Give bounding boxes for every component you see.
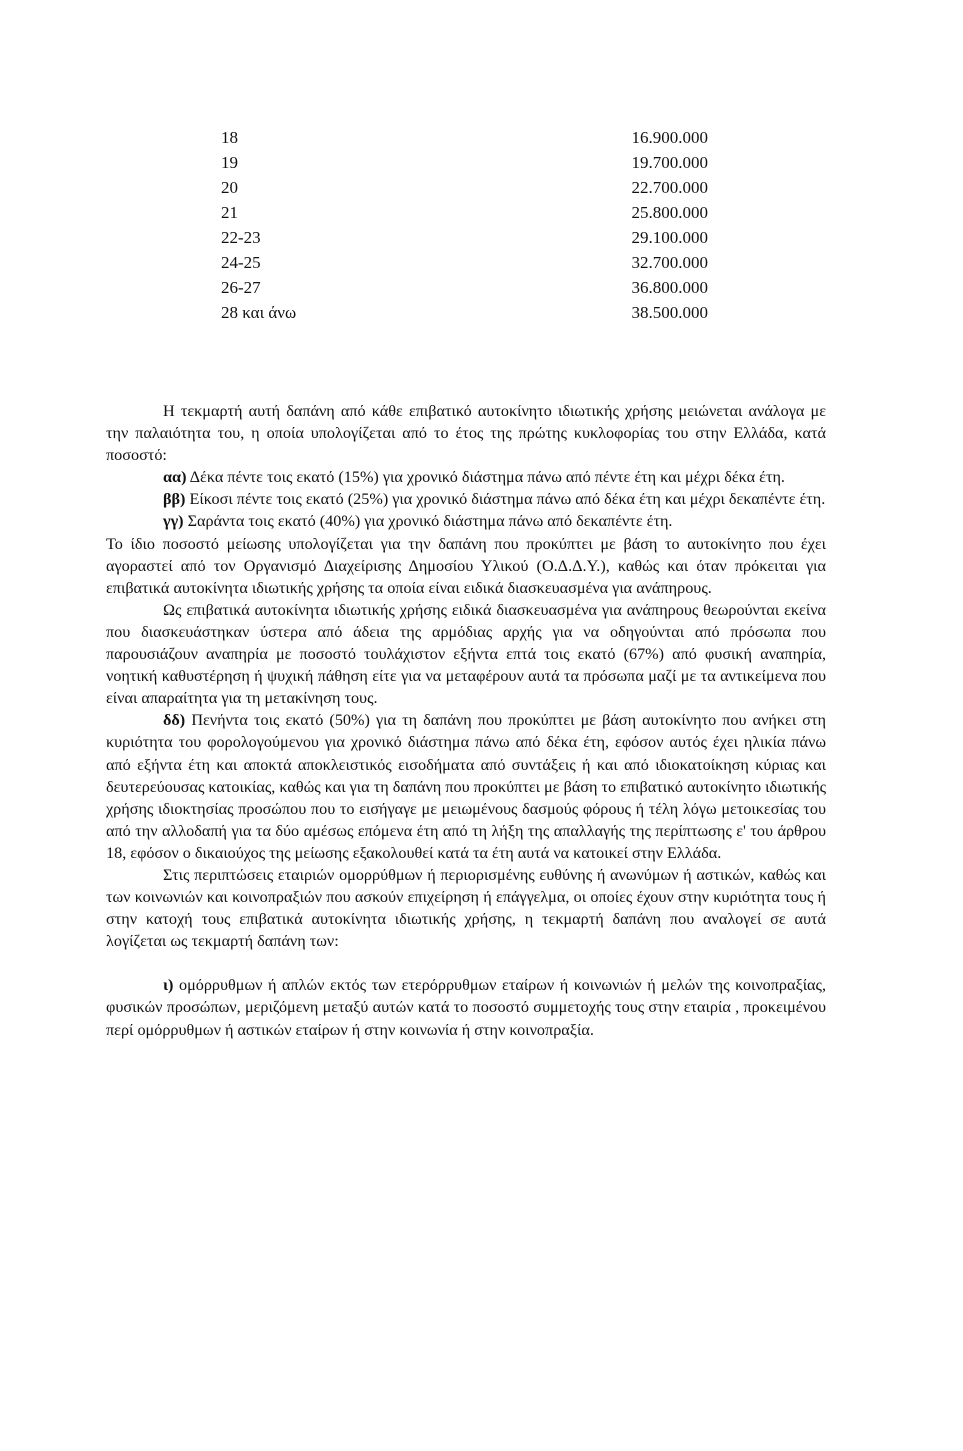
item-aa-text: Δέκα πέντε τοις εκατό (15%) για χρονικό διάστημα πάνω από πέντε έτη και μέχρι δέκα έτη. xyxy=(189,468,785,487)
row-label: 21 xyxy=(221,203,238,222)
table-row xyxy=(221,125,721,150)
row-value: 36.800.000 xyxy=(631,278,708,297)
item-gg-text: Σαράντα τοις εκατό (40%) για χρονικό διάστημα πάνω από δεκαπέντε έτη. xyxy=(187,512,673,531)
amount-table xyxy=(221,125,721,325)
row-label: 18 xyxy=(221,128,238,147)
table-row xyxy=(221,175,721,200)
row-value: 32.700.000 xyxy=(631,253,708,272)
table-row xyxy=(221,150,721,175)
item-i-text: ομόρρυθμων ή απλών εκτός των ετερόρρυθμων εταίρων ή κοινωνιών ή μελών της κοινοπραξίας, φυσικών προσώπων, μεριζόμενη μεταξύ αυτών κατά το ποσοστό συμμετοχής τους στην εταιρία , προκειμένου περί ομόρρυθμων ή αστικών εταίρων ή στην κοινωνία ή στην κοινοπραξία. xyxy=(106,976,826,1039)
item-gg-marker: γγ) xyxy=(163,512,184,531)
table-row xyxy=(221,250,721,275)
item-gg-paragraph xyxy=(106,510,826,532)
table-row xyxy=(221,275,721,300)
row-value: 29.100.000 xyxy=(631,228,708,247)
item-i-marker: ι) xyxy=(163,976,174,995)
table-row xyxy=(221,300,721,325)
item-bb-text: Είκοσι πέντε τοις εκατό (25%) για χρονικό διάστημα πάνω από δέκα έτη και μέχρι δεκαπέντε έτη. xyxy=(189,490,826,509)
row-label: 19 xyxy=(221,153,238,172)
row-value: 25.800.000 xyxy=(631,203,708,222)
row-value: 16.900.000 xyxy=(631,128,708,147)
intro-paragraph: Η τεκμαρτή αυτή δαπάνη από κάθε επιβατικό αυτοκίνητο ιδιωτικής χρήσης μειώνεται ανάλογα με την παλαιότητα του, η οποία υπολογίζεται από το έτος της πρώτης κυκλοφορίας του στην Ελλάδα, κατά ποσοστό: xyxy=(106,402,826,465)
row-value: 22.700.000 xyxy=(631,178,708,197)
body-text xyxy=(106,400,826,1041)
odady-paragraph: Το ίδιο ποσοστό μείωσης υπολογίζεται για την δαπάνη που προκύπτει με βάση το αυτοκίνητο που έχει αγοραστεί από τον Οργανισμό Διαχείρισης Δημοσίου Υλικού (Ο.Δ.Δ.Υ.), καθώς και όταν πρόκειται για επιβατικά αυτοκίνητα ιδιωτικής χρήσης τα οποία είναι ειδικά διασκευασμένα για ανάπηρους. xyxy=(106,534,826,597)
companies-paragraph: Στις περιπτώσεις εταιριών ομορρύθμων ή περιορισμένης ευθύνης ή ανωνύμων ή αστικών, καθώς και των κοινωνιών και κοινοπραξιών που ασκούν επιχείρηση ή επάγγελμα, οι οποίες έχουν στην κυριότητα τους ή στην κατοχή τους επιβατικά αυτοκίνητα ιδιωτικής χρήσης, η τεκμαρτή δαπάνη που αναλογεί σε αυτά λογίζεται ως τεκμαρτή δαπάνη των: xyxy=(106,865,826,951)
row-label: 20 xyxy=(221,178,238,197)
table-row xyxy=(221,200,721,225)
row-label: 22-23 xyxy=(221,228,261,247)
item-dd-text: Πενήντα τοις εκατό (50%) για τη δαπάνη που προκύπτει με βάση αυτοκίνητο που ανήκει στη κυριότητα του φορολογούμενου για χρονικό διάστημα πάνω από δέκα έτη, εφόσον αυτός έχει ηλικία πάνω από εξήντα έτη και αποκτά αποκλειστικός εισοδήματα από συντάξεις ή και από ιδιοκατοίκηση κύριας και δευτερεύουσας κατοικίας, καθώς και για τη δαπάνη που προκύπτει με βάση το επιβατικό αυτοκίνητο ιδιωτικής χρήσης ιδιοκτησίας προσώπου που το εισήγαγε με μειωμένους δασμούς φόρους ή τέλη λόγω μετοικεσίας του από την αλλοδαπή για τα δύο αμέσως επόμενα έτη από τη λήξη της απαλλαγής της περίπτωσης ε' του άρθρου 18, εφόσον ο δικαιούχος της μείωσης εξακολουθεί κατά τα έτη αυτά να κατοικεί στην Ελλάδα. xyxy=(106,711,827,862)
item-aa-marker: αα) xyxy=(163,468,187,487)
disabled-paragraph: Ως επιβατικά αυτοκίνητα ιδιωτικής χρήσης ειδικά διασκευασμένα για ανάπηρους θεωρούνται εκείνα που διασκευάστηκαν ύστερα από άδεια της αρμόδιας αρχής για να οδηγούνται από πρόσωπα που παρουσιάζουν αναπηρία με ποσοστό τουλάχιστον εξήντα επτά τοις εκατό (67%) από φυσική αναπηρία, νοητική καθυστέρηση ή ψυχική πάθηση είτε για να μεταφέρουν αυτά τα πρόσωπα μαζί με τα αντικείμενα που είναι απαραίτητα για τη μετακίνηση τους. xyxy=(106,600,826,708)
row-label: 28 και άνω xyxy=(221,303,297,322)
row-label: 24-25 xyxy=(221,253,261,272)
item-dd-paragraph xyxy=(106,709,826,864)
item-aa-paragraph xyxy=(106,466,826,488)
row-value: 38.500.000 xyxy=(631,303,708,322)
paragraph-gap xyxy=(106,952,826,974)
row-value: 19.700.000 xyxy=(631,153,708,172)
item-dd-marker: δδ) xyxy=(163,711,186,730)
item-i-paragraph xyxy=(106,974,826,1040)
table-row xyxy=(221,225,721,250)
item-bb-paragraph xyxy=(106,488,826,510)
row-label: 26-27 xyxy=(221,278,261,297)
item-bb-marker: ββ) xyxy=(163,490,186,509)
